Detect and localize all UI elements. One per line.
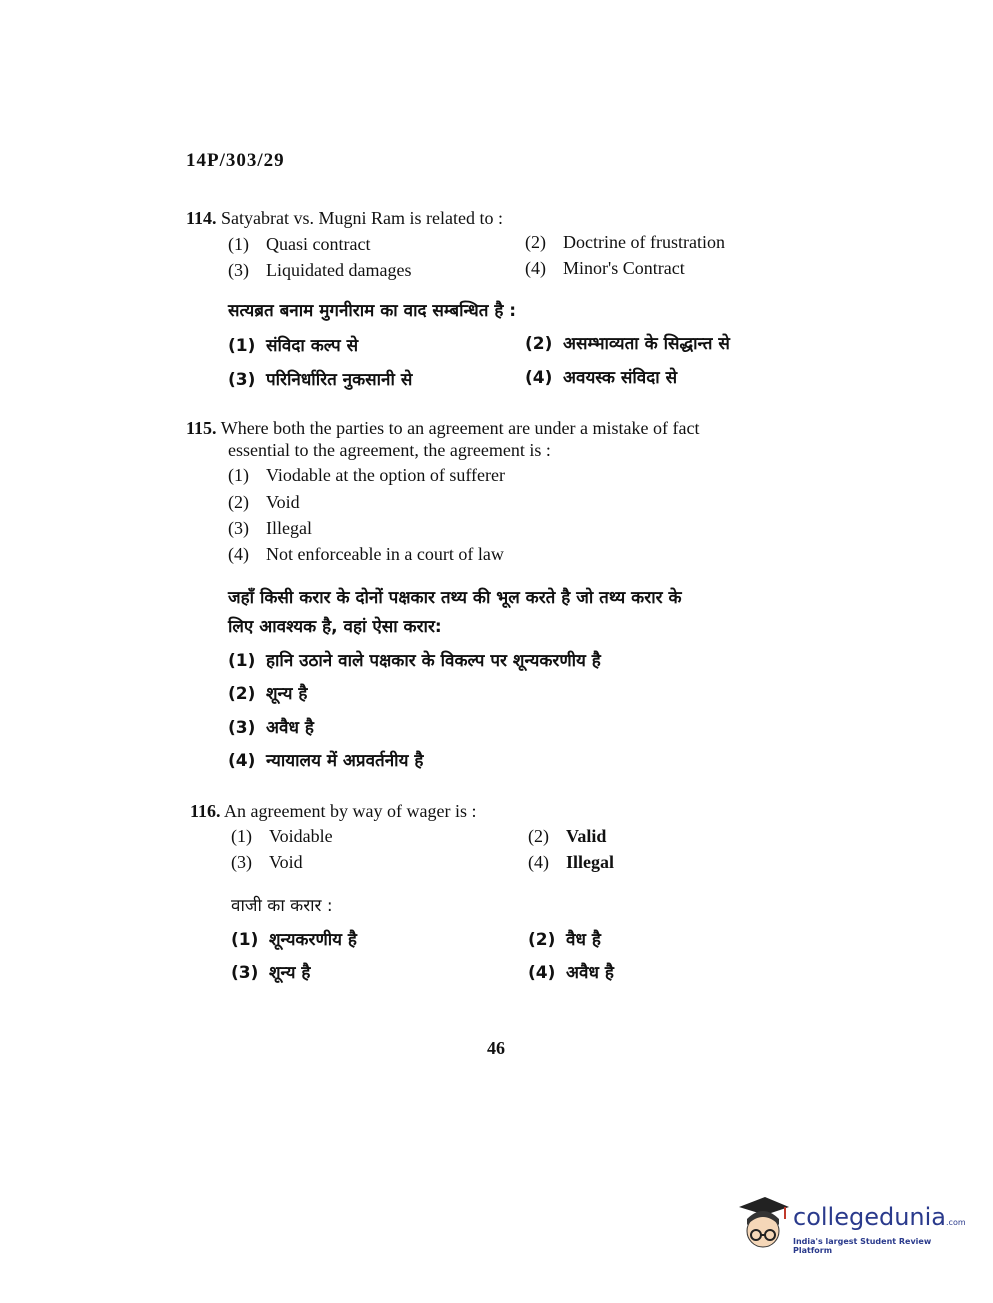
hindi-option-3: (3) अवैध है (228, 718, 314, 738)
hindi-option-4: (4) अवयस्क संविदा से (525, 368, 678, 388)
option-2: (2) Doctrine of frustration (525, 232, 725, 252)
hindi-question-line1: जहाँ किसी करार के दोनों पक्षकार तथ्य की भूल करते है जो तथ्य करार के (228, 588, 682, 608)
logo-wordmark: collegedunia.com (793, 1203, 966, 1231)
question-text-line1: Where both the parties to an agreement are under a mistake of fact (220, 418, 700, 438)
page-number: 46 (487, 1038, 505, 1058)
option-1: (1) Voidable (231, 826, 333, 846)
hindi-option-2: (2) असम्भाव्यता के सिद्धान्त से (525, 334, 730, 354)
collegedunia-logo (735, 1195, 965, 1260)
option-2: (2) Valid (528, 826, 607, 846)
mascot-icon (735, 1195, 791, 1255)
logo-tagline: India's largest Student Review Platform (793, 1237, 932, 1255)
option-4: (4) Minor's Contract (525, 258, 685, 278)
question-number: 116. (190, 801, 221, 821)
hindi-option-1: (1) संविदा कल्प से (228, 336, 359, 356)
question-text: An agreement by way of wager is : (224, 801, 477, 821)
option-1: (1) Viodable at the option of sufferer (228, 465, 506, 485)
hindi-option-4: (4) अवैध है (528, 963, 614, 983)
hindi-option-3: (3) परिनिर्धारित नुकसानी से (228, 370, 413, 390)
option-1: (1) Quasi contract (228, 234, 371, 254)
hindi-option-2: (2) शून्य है (228, 684, 308, 704)
hindi-option-3: (3) शून्य है (231, 963, 311, 983)
hindi-option-4: (4) न्यायालय में अप्रवर्तनीय है (228, 751, 424, 771)
hindi-question: वाजी का करार : (231, 896, 333, 916)
option-4: (4) Not enforceable in a court of law (228, 544, 504, 564)
question-text-line2: essential to the agreement, the agreement is : (228, 440, 551, 460)
hindi-option-2: (2) वैध है (528, 930, 601, 950)
option-4: (4) Illegal (528, 852, 614, 872)
question-114 (186, 207, 503, 229)
question-116 (190, 800, 476, 822)
hindi-question: सत्यब्रत बनाम मुगनीराम का वाद सम्बन्धित है : (228, 301, 517, 321)
question-115 (186, 417, 699, 439)
paper-code: 14P/303/29 (186, 150, 285, 171)
hindi-option-1: (1) शून्यकरणीय है (231, 930, 357, 950)
option-3: (3) Void (231, 852, 303, 872)
question-number: 114. (186, 208, 217, 228)
hindi-question-line2: लिए आवश्यक है, वहां ऐसा करार: (228, 617, 442, 637)
hindi-option-1: (1) हानि उठाने वाले पक्षकार के विकल्प पर शून्यकरणीय है (228, 651, 601, 671)
option-3: (3) Illegal (228, 518, 312, 538)
question-number: 115. (186, 418, 217, 438)
option-3: (3) Liquidated damages (228, 260, 412, 280)
option-2: (2) Void (228, 492, 300, 512)
question-text: Satyabrat vs. Mugni Ram is related to : (221, 208, 503, 228)
